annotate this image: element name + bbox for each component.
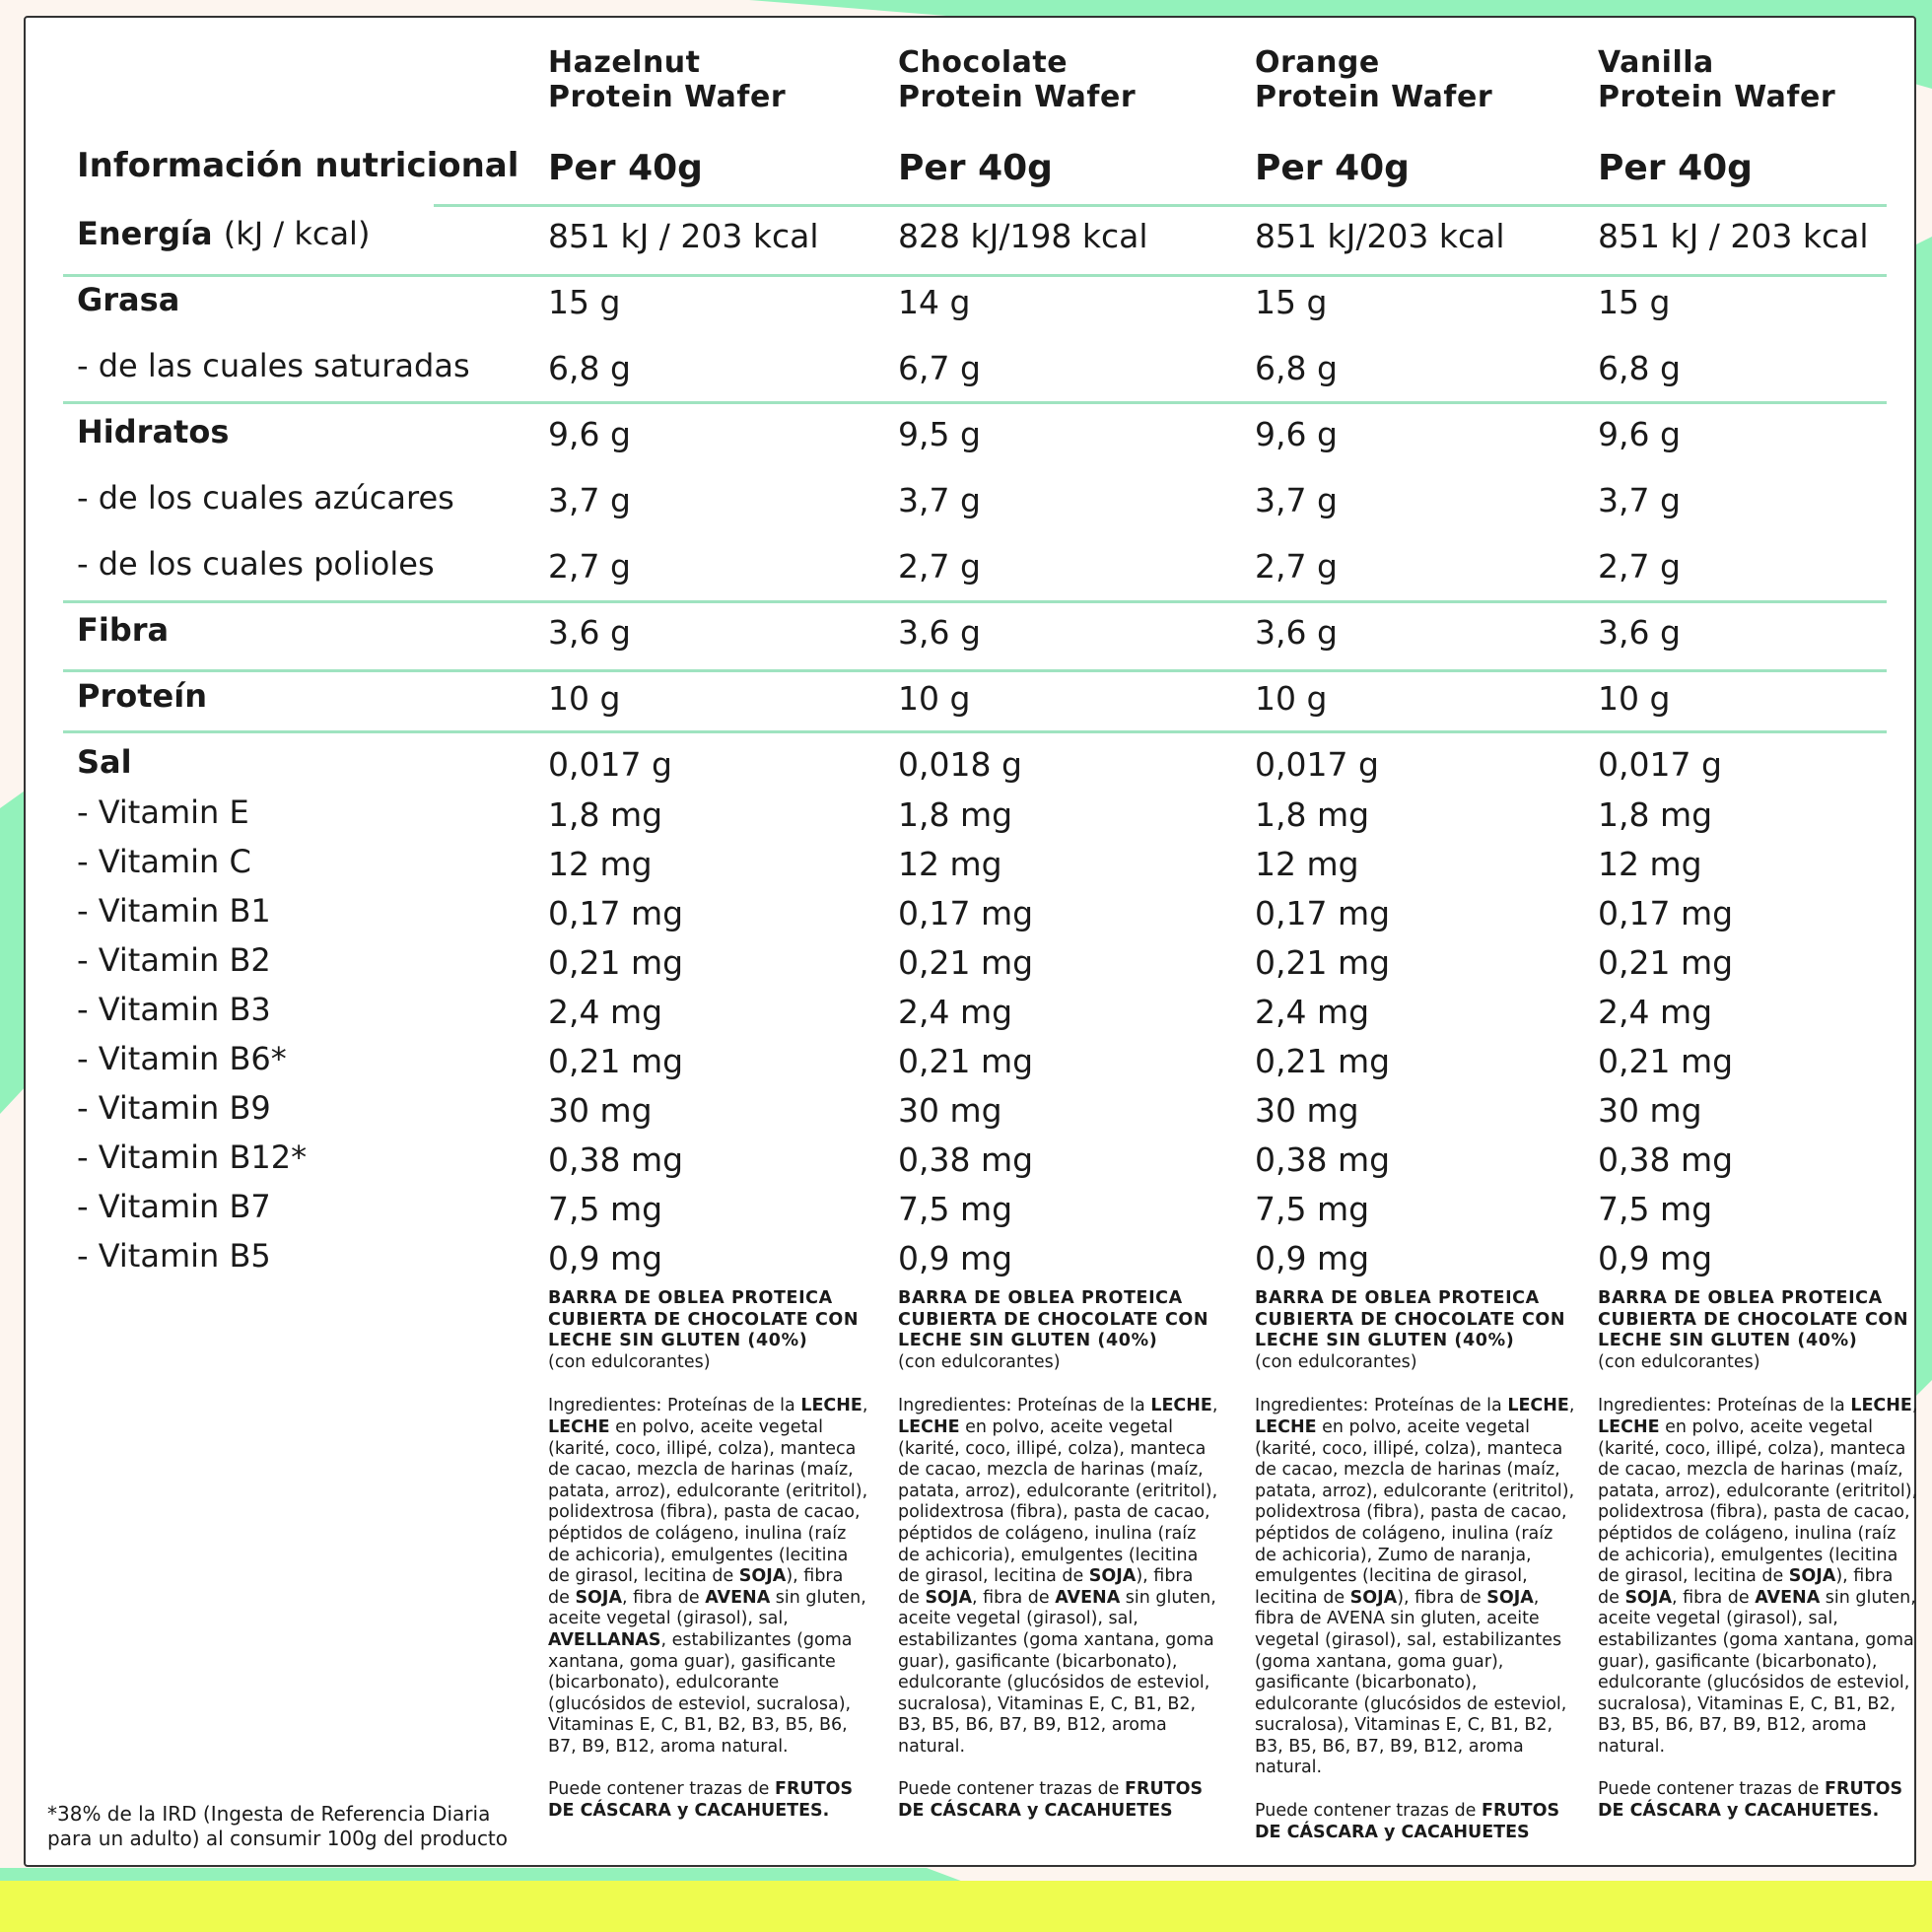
value-vitamin: 1,8 mg xyxy=(1255,795,1370,834)
serving-size-header: Per 40g xyxy=(898,148,1053,188)
ingredients-segment: en polvo, aceite vegetal (karité, coco, illipé, colza), manteca de cacao, mezcla de harinas (maíz, patata, arroz), edulcorante (eritritol), polidextrosa (fibra), pasta de cacao, péptidos de colágeno, inulina (raíz de achicoria), Zumo de naranja, emulgentes (lecitina de girasol, lecitina de xyxy=(1255,1416,1575,1608)
ingredients-segment: sin gluten, aceite vegetal (girasol), sal, estabilizantes (goma xantana, goma guar), gasificante (bicarbonato), edulcorante (glucósidos de esteviol, sucralosa), Vitaminas E, C, B1, B2, B3, B5, B6, B7, B9, B12, aroma natural. xyxy=(1598,1587,1916,1757)
ingredients-segment: ), fibra de xyxy=(1598,1566,1894,1608)
ingredients-segment: , xyxy=(1211,1396,1218,1416)
energy-label: Energía xyxy=(77,215,213,252)
value-vitamin: 30 mg xyxy=(1598,1091,1702,1130)
ingredients-segment: , fibra de xyxy=(972,1587,1056,1608)
value-fat: 15 g xyxy=(1598,283,1671,321)
vitamin-label: - Vitamin B5 xyxy=(77,1237,271,1275)
product-description: BARRA DE OBLEA PROTEICA CUBIERTA DE CHOCOLATE CON LECHE SIN GLUTEN (40%) xyxy=(1255,1288,1566,1351)
value-vitamin: 30 mg xyxy=(898,1091,1002,1130)
value-carbs: 9,6 g xyxy=(548,415,631,453)
value-vitamin: 0,17 mg xyxy=(548,894,684,932)
value-salt: 0,017 g xyxy=(1598,745,1722,784)
value-vitamin: 0,21 mg xyxy=(548,943,684,982)
ingredients-segment: , xyxy=(1568,1396,1575,1416)
allergen: LECHE xyxy=(898,1416,960,1437)
value-fat: 15 g xyxy=(548,283,621,321)
allergen-trace-note xyxy=(548,1779,868,1822)
sweetener-note: (con edulcorantes) xyxy=(548,1351,711,1372)
value-sugars: 3,7 g xyxy=(1255,481,1338,519)
value-energy: 828 kJ/198 kcal xyxy=(898,217,1148,255)
value-fat: 14 g xyxy=(898,283,971,321)
sweetener-note: (con edulcorantes) xyxy=(898,1351,1061,1372)
vitamin-label: - Vitamin B7 xyxy=(77,1188,271,1225)
value-vitamin: 0,21 mg xyxy=(1598,943,1734,982)
value-sugars: 3,7 g xyxy=(548,481,631,519)
ingredients-segment: ), fibra de xyxy=(548,1566,844,1608)
product-name: Orange Protein Wafer xyxy=(1255,45,1493,114)
value-vitamin: 12 mg xyxy=(1255,845,1359,883)
allergen: LECHE xyxy=(1598,1416,1660,1437)
ingredients-segment: en polvo, aceite vegetal (karité, coco, illipé, colza), manteca de cacao, mezcla de harinas (maíz, patata, arroz), edulcorante (eritritol), polidextrosa (fibra), pasta de cacao, péptidos de colágeno, inulina (raíz de achicoria), emulgentes (lecitina de girasol, lecitina de xyxy=(1598,1416,1918,1587)
value-vitamin: 30 mg xyxy=(548,1091,653,1130)
value-protein: 10 g xyxy=(1598,679,1671,718)
ingredients-segment: Ingredientes: Proteínas de la xyxy=(1598,1396,1851,1416)
ingredients-segment: ), fibra de xyxy=(898,1566,1194,1608)
value-energy: 851 kJ / 203 kcal xyxy=(1598,217,1869,255)
ingredients-block xyxy=(1255,1288,1575,1843)
serving-size-header: Per 40g xyxy=(1598,148,1753,188)
value-vitamin: 0,17 mg xyxy=(1255,894,1391,932)
value-vitamin: 0,17 mg xyxy=(898,894,1034,932)
ingredients-segment: , fibra de AVENA sin gluten, aceite vegetal (girasol), sal, estabilizantes (goma xantana, goma guar), gasificante (bicarbonato), edulcorante (glucósidos de esteviol, sucralosa), Vitaminas E, C, B1, B2, B3, B5, B6, B7, B9, B12, aroma natural. xyxy=(1255,1587,1567,1778)
ingredients-block xyxy=(898,1288,1218,1823)
value-saturated: 6,8 g xyxy=(548,349,631,387)
value-vitamin: 0,38 mg xyxy=(898,1140,1034,1179)
allergen: AVENA xyxy=(1055,1587,1121,1608)
row-label-fat: Grasa xyxy=(77,281,180,318)
ingredients-segment: Ingredientes: Proteínas de la xyxy=(898,1396,1151,1416)
product-description: BARRA DE OBLEA PROTEICA CUBIERTA DE CHOCOLATE CON LECHE SIN GLUTEN (40%) xyxy=(1598,1288,1909,1351)
value-vitamin: 2,4 mg xyxy=(548,993,663,1031)
value-protein: 10 g xyxy=(548,679,621,718)
background-yellow-band xyxy=(0,1881,1932,1932)
serving-size-header: Per 40g xyxy=(1255,148,1410,188)
value-polyols: 2,7 g xyxy=(548,547,631,586)
value-polyols: 2,7 g xyxy=(1598,547,1681,586)
background-mint-bottom xyxy=(0,1868,966,1883)
vitamin-label: - Vitamin B12* xyxy=(77,1138,308,1176)
value-vitamin: 0,9 mg xyxy=(1255,1239,1370,1277)
value-vitamin: 12 mg xyxy=(1598,845,1702,883)
ingredients-block xyxy=(548,1288,868,1823)
value-fiber: 3,6 g xyxy=(548,613,631,652)
row-label-sugars: - de los cuales azúcares xyxy=(77,479,454,517)
vitamin-label: - Vitamin B9 xyxy=(77,1089,271,1127)
value-vitamin: 0,38 mg xyxy=(1255,1140,1391,1179)
ingredients-segment: , fibra de xyxy=(622,1587,706,1608)
ingredients-text xyxy=(1255,1396,1575,1779)
ingredients-segment: sin gluten, aceite vegetal (girasol), sal, estabilizantes (goma xantana, goma guar), gasificante (bicarbonato), edulcorante (glucósidos de esteviol, sucralosa), Vitaminas E, C, B1, B2, B3, B5, B6, B7, B9, B12, aroma natural. xyxy=(898,1587,1216,1757)
ingredients-segment: , xyxy=(862,1396,868,1416)
value-saturated: 6,8 g xyxy=(1255,349,1338,387)
value-vitamin: 0,9 mg xyxy=(898,1239,1013,1277)
trace-segment: Puede contener trazas de xyxy=(898,1779,1126,1800)
value-vitamin: 1,8 mg xyxy=(1598,795,1713,834)
allergen: AVELLANAS xyxy=(548,1629,661,1650)
allergen: AVENA xyxy=(705,1587,771,1608)
product-description: BARRA DE OBLEA PROTEICA CUBIERTA DE CHOCOLATE CON LECHE SIN GLUTEN (40%) xyxy=(898,1288,1209,1351)
value-fiber: 3,6 g xyxy=(898,613,981,652)
divider xyxy=(63,401,1887,404)
allergen: SOJA xyxy=(738,1566,787,1587)
value-sugars: 3,7 g xyxy=(898,481,981,519)
vitamin-label: - Vitamin B2 xyxy=(77,941,271,979)
value-vitamin: 0,21 mg xyxy=(898,943,1034,982)
row-label-saturated: - de las cuales saturadas xyxy=(77,347,470,384)
value-vitamin: 0,21 mg xyxy=(548,1042,684,1080)
value-vitamin: 0,21 mg xyxy=(1255,943,1391,982)
allergen: LECHE xyxy=(1850,1396,1912,1416)
value-vitamin: 0,21 mg xyxy=(1255,1042,1391,1080)
vitamin-label: - Vitamin B1 xyxy=(77,892,271,930)
product-name: Vanilla Protein Wafer xyxy=(1598,45,1836,114)
allergen: FRUTOS DE CÁSCARA y CACAHUETES xyxy=(1598,1779,1903,1822)
value-vitamin: 7,5 mg xyxy=(1255,1190,1370,1228)
ingredients-block xyxy=(1598,1288,1918,1823)
allergen: LECHE xyxy=(548,1416,610,1437)
value-salt: 0,017 g xyxy=(548,745,672,784)
sweetener-note: (con edulcorantes) xyxy=(1598,1351,1760,1372)
allergen: LECHE xyxy=(1255,1416,1317,1437)
value-vitamin: 0,17 mg xyxy=(1598,894,1734,932)
allergen: LECHE xyxy=(800,1396,862,1416)
value-vitamin: 12 mg xyxy=(548,845,653,883)
energy-unit-label: (kJ / kcal) xyxy=(223,215,371,252)
product-name: Hazelnut Protein Wafer xyxy=(548,45,787,114)
row-label-salt: Sal xyxy=(77,743,132,781)
divider xyxy=(63,669,1887,672)
product-description: BARRA DE OBLEA PROTEICA CUBIERTA DE CHOCOLATE CON LECHE SIN GLUTEN (40%) xyxy=(548,1288,860,1351)
value-vitamin: 0,38 mg xyxy=(548,1140,684,1179)
value-salt: 0,017 g xyxy=(1255,745,1379,784)
value-polyols: 2,7 g xyxy=(898,547,981,586)
vitamin-label: - Vitamin B6* xyxy=(77,1040,287,1077)
value-carbs: 9,6 g xyxy=(1598,415,1681,453)
divider xyxy=(63,274,1887,277)
ingredients-segment: en polvo, aceite vegetal (karité, coco, illipé, colza), manteca de cacao, mezcla de harinas (maíz, patata, arroz), edulcorante (eritritol), polidextrosa (fibra), pasta de cacao, péptidos de colágeno, inulina (raíz de achicoria), emulgentes (lecitina de girasol, lecitina de xyxy=(898,1416,1218,1587)
value-vitamin: 2,4 mg xyxy=(1255,993,1370,1031)
serving-size-header: Per 40g xyxy=(548,148,703,188)
value-fiber: 3,6 g xyxy=(1255,613,1338,652)
value-vitamin: 2,4 mg xyxy=(1598,993,1713,1031)
allergen: LECHE xyxy=(1150,1396,1212,1416)
vitamin-label: - Vitamin C xyxy=(77,843,251,880)
allergen: . xyxy=(822,1801,830,1822)
trace-segment: Puede contener trazas de xyxy=(1255,1801,1483,1822)
allergen: SOJA xyxy=(1788,1566,1836,1587)
trace-segment: Puede contener trazas de xyxy=(548,1779,776,1800)
row-label-energy xyxy=(77,215,370,252)
allergen: AVENA xyxy=(1755,1587,1821,1608)
trace-segment: Puede contener trazas de xyxy=(1598,1779,1826,1800)
value-vitamin: 0,9 mg xyxy=(548,1239,663,1277)
allergen: SOJA xyxy=(925,1587,972,1608)
value-vitamin: 1,8 mg xyxy=(898,795,1013,834)
divider xyxy=(434,204,1887,207)
allergen: FRUTOS DE CÁSCARA y CACAHUETES xyxy=(1255,1801,1560,1842)
ingredients-segment: , xyxy=(1911,1396,1918,1416)
row-label-fiber: Fibra xyxy=(77,611,170,649)
ingredients-text xyxy=(1598,1396,1918,1758)
ingredients-segment: sin gluten, aceite vegetal (girasol), sal, xyxy=(548,1587,866,1629)
value-salt: 0,018 g xyxy=(898,745,1022,784)
allergen: LECHE xyxy=(1507,1396,1569,1416)
row-label-carbs: Hidratos xyxy=(77,413,230,450)
allergen: SOJA xyxy=(1349,1587,1398,1608)
ingredients-text xyxy=(898,1396,1218,1758)
ingredients-segment: en polvo, aceite vegetal (karité, coco, illipé, colza), manteca de cacao, mezcla de harinas (maíz, patata, arroz), edulcorante (eritritol), polidextrosa (fibra), pasta de cacao, péptidos de colágeno, inulina (raíz de achicoria), emulgentes (lecitina de girasol, lecitina de xyxy=(548,1416,868,1587)
ingredients-segment: , fibra de xyxy=(1672,1587,1756,1608)
value-vitamin: 30 mg xyxy=(1255,1091,1359,1130)
value-sugars: 3,7 g xyxy=(1598,481,1681,519)
value-vitamin: 0,21 mg xyxy=(1598,1042,1734,1080)
divider xyxy=(63,600,1887,603)
allergen: FRUTOS DE CÁSCARA y CACAHUETES xyxy=(548,1779,854,1822)
allergen: FRUTOS DE CÁSCARA y CACAHUETES xyxy=(898,1779,1204,1822)
sweetener-note: (con edulcorantes) xyxy=(1255,1351,1417,1372)
allergen: SOJA xyxy=(1624,1587,1672,1608)
allergen: SOJA xyxy=(1088,1566,1137,1587)
ingredients-segment: , estabilizantes (goma xantana, goma guar), gasificante (bicarbonato), edulcorante (glucósidos de esteviol, sucralosa), Vitaminas E, C, B1, B2, B3, B5, B6, B7, B9, B12, aroma natural. xyxy=(548,1629,853,1757)
value-polyols: 2,7 g xyxy=(1255,547,1338,586)
value-saturated: 6,8 g xyxy=(1598,349,1681,387)
section-title: Información nutricional xyxy=(77,146,519,185)
footnote: *38% de la IRD (Ingesta de Referencia Diaria para un adulto) al consumir 100g del producto xyxy=(47,1802,509,1850)
value-saturated: 6,7 g xyxy=(898,349,981,387)
allergen-trace-note xyxy=(898,1779,1218,1822)
ingredients-segment: Ingredientes: Proteínas de la xyxy=(548,1396,801,1416)
vitamin-label: - Vitamin B3 xyxy=(77,991,271,1028)
row-label-polyols: - de los cuales polioles xyxy=(77,545,435,583)
allergen-trace-note xyxy=(1598,1779,1918,1822)
value-fat: 15 g xyxy=(1255,283,1328,321)
value-protein: 10 g xyxy=(1255,679,1328,718)
ingredients-text xyxy=(548,1396,868,1758)
value-vitamin: 7,5 mg xyxy=(1598,1190,1713,1228)
value-vitamin: 0,38 mg xyxy=(1598,1140,1734,1179)
value-energy: 851 kJ / 203 kcal xyxy=(548,217,819,255)
allergen: . xyxy=(1872,1801,1880,1822)
row-label-protein: Proteín xyxy=(77,677,207,715)
ingredients-segment: Ingredientes: Proteínas de la xyxy=(1255,1396,1508,1416)
value-vitamin: 7,5 mg xyxy=(548,1190,663,1228)
vitamin-label: - Vitamin E xyxy=(77,794,249,831)
value-vitamin: 7,5 mg xyxy=(898,1190,1013,1228)
value-vitamin: 0,21 mg xyxy=(898,1042,1034,1080)
value-carbs: 9,6 g xyxy=(1255,415,1338,453)
value-vitamin: 2,4 mg xyxy=(898,993,1013,1031)
value-protein: 10 g xyxy=(898,679,971,718)
value-carbs: 9,5 g xyxy=(898,415,981,453)
allergen-trace-note xyxy=(1255,1801,1575,1843)
value-vitamin: 1,8 mg xyxy=(548,795,663,834)
value-vitamin: 0,9 mg xyxy=(1598,1239,1713,1277)
value-energy: 851 kJ/203 kcal xyxy=(1255,217,1505,255)
value-vitamin: 12 mg xyxy=(898,845,1002,883)
allergen: SOJA xyxy=(575,1587,622,1608)
product-name: Chocolate Protein Wafer xyxy=(898,45,1137,114)
value-fiber: 3,6 g xyxy=(1598,613,1681,652)
allergen: SOJA xyxy=(1486,1587,1534,1608)
divider xyxy=(63,730,1887,733)
ingredients-segment: ), fibra de xyxy=(1397,1587,1487,1608)
